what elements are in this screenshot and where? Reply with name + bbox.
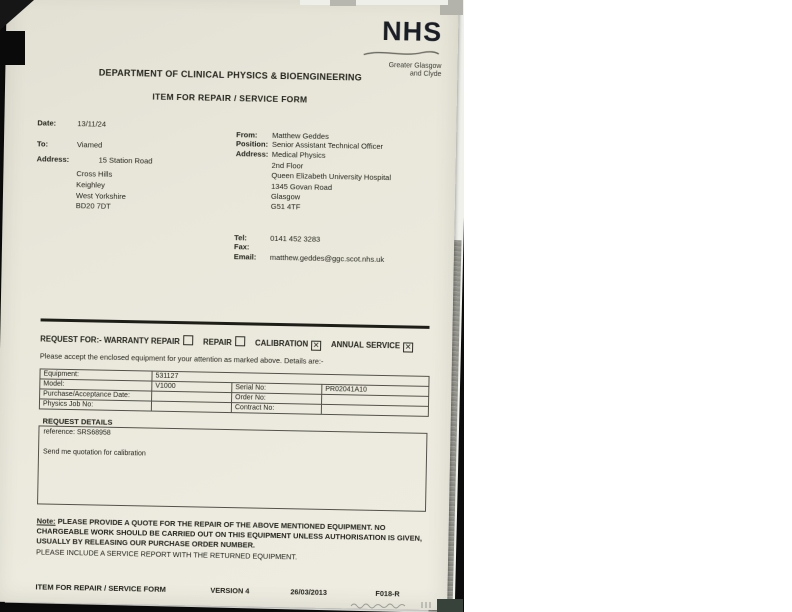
physics-job-no-value: [151, 401, 231, 413]
email-value: matthew.geddes@ggc.scot.nhs.uk: [269, 252, 385, 265]
sender-address-line: G51 4TF: [270, 201, 301, 212]
to-label: To:: [36, 139, 49, 149]
option-warranty-repair-label: WARRANTY REPAIR: [103, 335, 180, 347]
tel-value: 0141 452 3283: [270, 233, 321, 244]
checkbox-annual-service: ✕: [404, 342, 412, 352]
sender-address-line: Medical Physics: [271, 149, 326, 160]
instruction-text: Please accept the enclosed equipment for your attention as marked above. Details are:-: [39, 351, 324, 366]
note-label: Note:: [36, 516, 56, 527]
nhs-org-line1: Greater Glasgow: [388, 62, 442, 71]
email-label: Email:: [233, 252, 257, 262]
physics-job-no-label: Physics Job No:: [39, 399, 151, 411]
footer-version: VERSION 4: [210, 585, 250, 596]
purchase-date-label: Purchase/Acceptance Date:: [40, 389, 152, 401]
tel-label: Tel:: [234, 233, 248, 243]
clip-shadow-block: [0, 31, 25, 65]
option-calibration-label: CALIBRATION: [254, 338, 309, 349]
request-for-line: [40, 332, 421, 352]
note-text: PLEASE PROVIDE A QUOTE FOR THE REPAIR OF THE ABOVE MENTIONED EQUIPMENT. NO CHARGEABLE WORK SHOULD BE CARRIED OUT ON THIS EQUIPMENT UNLESS AUTHORISATION IS GIVEN, USUALLY BY RELEASING OUR PURCHASE ORDER NUMBER.: [36, 517, 423, 550]
serial-no-value: PR02041A10: [322, 384, 429, 396]
dark-corner-chip: [437, 599, 463, 612]
from-value: Matthew Geddes: [272, 130, 329, 141]
sender-address-line: 1345 Govan Road: [271, 181, 333, 192]
date-value: 13/11/24: [77, 119, 107, 129]
request-details-title: REQUEST DETAILS: [42, 416, 113, 427]
service-report-line: PLEASE INCLUDE A SERVICE REPORT WITH THE RETURNED EQUIPMENT.: [36, 547, 298, 562]
background-paper-strip: [300, 0, 448, 5]
nhs-org-line2: and Clyde: [409, 70, 442, 79]
footer-date: 26/03/2013: [290, 587, 328, 597]
order-no-label: Order No:: [232, 393, 322, 405]
checkbox-warranty-repair: [183, 335, 193, 345]
equipment-table: [39, 368, 430, 416]
recipient-address-label: Address:: [36, 154, 70, 164]
serial-no-label: Serial No:: [232, 383, 322, 395]
contract-no-value: [321, 404, 428, 416]
date-label: Date:: [37, 118, 57, 128]
model-value: V1000: [152, 381, 232, 393]
request-message: Send me quotation for calibration: [42, 448, 146, 458]
sender-address-line: Glasgow: [270, 191, 301, 202]
recipient-address-line: BD20 7DT: [75, 201, 111, 211]
request-for-prefix: REQUEST FOR:-: [40, 334, 102, 345]
recipient-address-line: West Yorkshire: [75, 191, 126, 202]
handwriting-scribble: [350, 599, 436, 611]
background-paper-blob: [330, 0, 356, 6]
to-value: Viamed: [76, 140, 103, 150]
position-label: Position:: [235, 139, 269, 149]
checkbox-calibration: ✕: [312, 340, 320, 350]
equipment-value: 531127: [152, 371, 429, 386]
option-annual-service-label: ANNUAL SERVICE: [330, 340, 401, 351]
equipment-label: Equipment:: [40, 369, 152, 381]
checkbox-repair: [235, 336, 245, 346]
recipient-address-line: 15 Station Road: [98, 155, 153, 166]
sender-address-label: Address:: [235, 149, 269, 159]
recipient-address-line: Keighley: [76, 180, 106, 190]
section-divider: [41, 318, 430, 328]
nhs-swoosh-icon: [362, 49, 440, 58]
fax-label: Fax:: [233, 242, 250, 252]
nhs-logo: [331, 17, 442, 79]
from-label: From:: [236, 130, 258, 140]
footer-code: F018-R: [375, 588, 400, 599]
recipient-address-line: Cross Hills: [76, 169, 113, 179]
footer-form-title: ITEM FOR REPAIR / SERVICE FORM: [35, 582, 167, 594]
position-value: Senior Assistant Technical Officer: [271, 139, 384, 151]
model-label: Model:: [40, 379, 152, 391]
sender-address-line: 2nd Floor: [271, 160, 304, 171]
contract-no-label: Contract No:: [231, 403, 321, 415]
sender-address-line: Queen Elizabeth University Hospital: [271, 170, 392, 183]
reference-text: reference: SRS68958: [43, 428, 111, 437]
request-details-box: [37, 425, 427, 511]
form-title: ITEM FOR REPAIR / SERVICE FORM: [152, 91, 308, 105]
department-title: DEPARTMENT OF CLINICAL PHYSICS & BIOENGINEERING: [98, 67, 362, 83]
nhs-logo-text: NHS: [381, 15, 443, 48]
option-repair-label: REPAIR: [202, 337, 232, 348]
